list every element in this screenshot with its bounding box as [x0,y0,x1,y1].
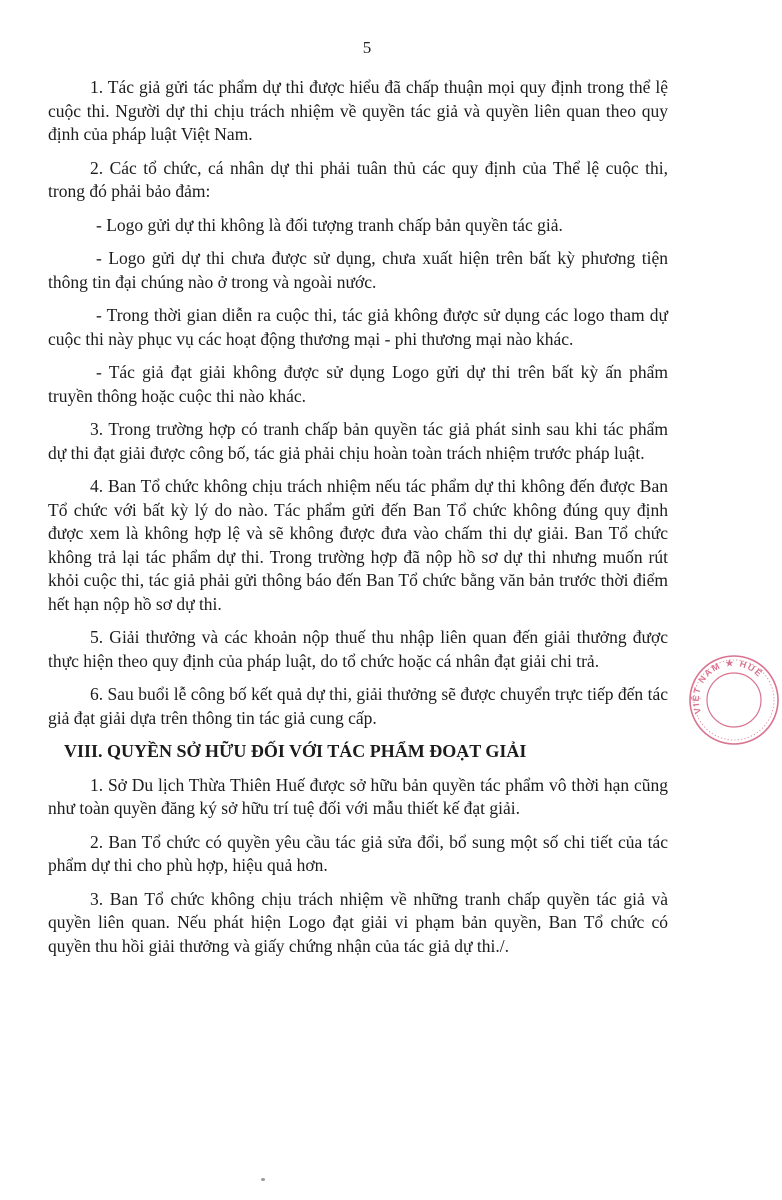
bullet-item: - Tác giả đạt giải không được sử dụng Logo gửi dự thi trên bất kỳ ấn phẩm truyền thông hoặc cuộc thi nào khác. [48,362,668,406]
document-body [48,76,668,968]
scan-speck [261,1178,265,1181]
paragraph-clause-6: 6. Sau buổi lễ công bố kết quả dự thi, giải thưởng sẽ được chuyển trực tiếp đến tác giả đạt giải dựa trên thông tin tác giả cung cấp. [48,684,668,728]
paragraph-ownership-2: 2. Ban Tổ chức có quyền yêu cầu tác giả sửa đổi, bổ sung một số chi tiết của tác phẩm dự thi cho phù hợp, hiệu quả hơn. [48,831,668,875]
section-heading: VIII. QUYỀN SỞ HỮU ĐỐI VỚI TÁC PHẨM ĐOẠT GIẢI [64,741,527,761]
bullet-item: - Trong thời gian diễn ra cuộc thi, tác giả không được sử dụng các logo tham dự cuộc thi này phục vụ các hoạt động thương mại - phi thương mại nào khác. [48,305,668,349]
paragraph-clause-1: 1. Tác giả gửi tác phẩm dự thi được hiểu đã chấp thuận mọi quy định trong thể lệ cuộc thi. Người dự thi chịu trách nhiệm về quyền tác giả và quyền liên quan theo quy định của pháp luật Việt Nam. [48,77,668,144]
seal-stamp-ring [690,656,778,744]
paragraph-clause-3: 3. Trong trường hợp có tranh chấp bản quyền tác giả phát sinh sau khi tác phẩm dự thi đạt giải được công bố, tác giả phải chịu hoàn toàn trách nhiệm trước pháp luật. [48,419,668,463]
paragraph-ownership-1: 1. Sở Du lịch Thừa Thiên Huế được sở hữu bản quyền tác phẩm vô thời hạn cũng như toàn quyền đăng ký sở hữu trí tuệ đối với mẫu thiết kế đạt giải. [48,774,668,818]
seal-stamp [686,652,782,748]
paragraph-clause-5: 5. Giải thưởng và các khoản nộp thuế thu nhập liên quan đến giải thưởng được thực hiện theo quy định của pháp luật, do tổ chức hoặc cá nhân đạt giải chi trả. [48,627,668,671]
page-number: 5 [362,38,372,57]
paragraph-clause-2: 2. Các tổ chức, cá nhân dự thi phải tuân thủ các quy định của Thể lệ cuộc thi, trong đó phải bảo đảm: [48,157,668,201]
bullet-item: - Logo gửi dự thi không là đối tượng tranh chấp bản quyền tác giả. [96,214,563,235]
bullet-item: - Logo gửi dự thi chưa được sử dụng, chưa xuất hiện trên bất kỳ phương tiện thông tin đại chúng nào ở trong và ngoài nước. [48,248,668,292]
paragraph-ownership-3: 3. Ban Tổ chức không chịu trách nhiệm về những tranh chấp quyền tác giả và quyền liên quan. Nếu phát hiện Logo đạt giải vi phạm bản quyền, Ban Tổ chức có quyền thu hồi giải thưởng và giấy chứng nhận của tác giả dự thi./. [48,888,668,956]
paragraph-clause-4: 4. Ban Tổ chức không chịu trách nhiệm nếu tác phẩm dự thi không đến được Ban Tổ chức với bất kỳ lý do nào. Tác phẩm gửi đến Ban Tổ chức không đúng quy định được xem là không hợp lệ và sẽ không được đưa vào chấm thi dự giải. Ban Tổ chức không trả lại tác phẩm dự thi. Trong trường hợp đã nộp hồ sơ dự thi nhưng muốn rút khỏi cuộc thi, tác giả phải gửi thông báo đến Ban Tổ chức bằng văn bản trước thời điểm hết hạn nộp hồ sơ dự thi. [48,476,668,614]
seal-stamp-text: VIỆT NAM ★ HUẾ [690,657,765,716]
